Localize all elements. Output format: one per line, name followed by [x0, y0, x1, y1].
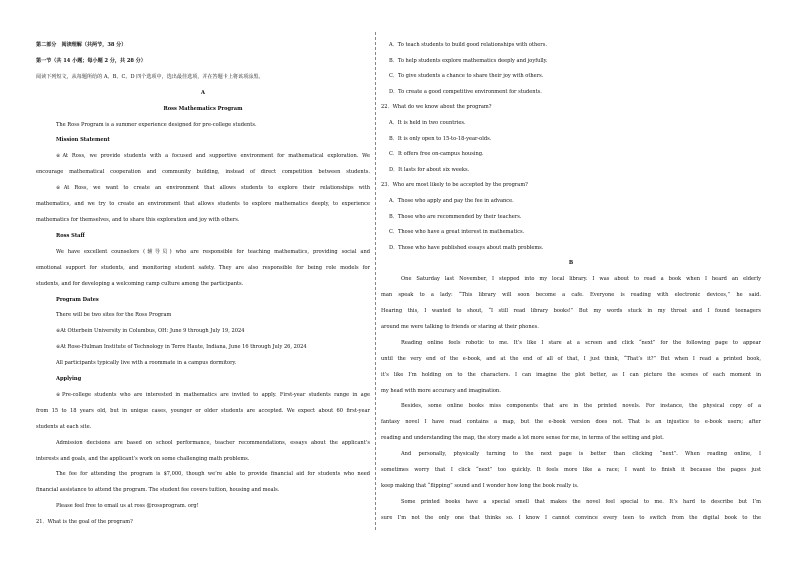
paragraph-line: ※At Ross, we provide students with a focused and supportive environment for mathematical exploration. We — [56, 153, 370, 160]
paragraph-line: And personally, physically turning to the next page is better than clicking “next”. When reading online, I — [401, 451, 761, 458]
paragraph-line: There will be two sites for the Ross Program — [56, 312, 172, 319]
paragraph-line: Some printed books have a special smell that makes the novel feel special to me. It’s hard to describe but I’m — [401, 498, 761, 505]
paragraph-line: financial assistance to attend the program. The student fee covers tuition, housing and meals. — [36, 487, 280, 494]
paragraph-line: Admission decisions are based on school performance, teacher recommendations, essays about the applicant’s — [56, 439, 370, 446]
paragraph-line: fantasy novel I have read contains a map, but the e-book version does not. That is an injustice to e-book users; after — [381, 419, 761, 426]
passage-intro: The Ross Program is a summer experience designed for pre-college students. — [56, 121, 257, 128]
part-header: 第二部分 阅读理解（共两节，38 分） — [36, 42, 127, 48]
instructions: 阅读下列短文，从每题所给的 A、B、C、D 四个选项中，选出最佳选项，并在答题卡上将该项涂黑。 — [36, 73, 264, 80]
paragraph-line: All participants typically live with a roommate in a campus dormitory. — [56, 360, 237, 367]
paragraph-line: Hearing this, I wanted to shout, “I still read library books!” But my words stuck in my throat and I found teenagers — [381, 308, 761, 315]
column-divider — [375, 32, 376, 530]
paragraph-line: ※Pre-college students who are interested in mathematics are invited to apply. First-year students range in age — [56, 391, 370, 398]
staff-heading: Ross Staff — [56, 232, 85, 239]
right-column — [381, 38, 761, 527]
option: C．Those who have a great interest in mathematics. — [389, 229, 525, 236]
option: B．Those who are recommended by their teachers. — [389, 213, 522, 220]
applying-heading: Applying — [56, 376, 82, 383]
paragraph-line: The fee for attending the program is $7,000, though we’re able to provide financial aid for students who need — [56, 471, 370, 478]
question-21: 21．What is the goal of the program? — [36, 519, 133, 526]
question-23: 23．Who are most likely to be accepted by the program? — [381, 182, 528, 189]
paragraph-line: Reading online feels robotic to me. It’s like I stare at a screen and click “next” for the following page to appear — [401, 339, 761, 346]
option: A．Those who apply and pay the fee in advance. — [389, 197, 514, 204]
passage-letter-b: B — [568, 260, 574, 267]
paragraph-line: ※At Rose-Hulman Institute of Technology in Terre Haute, Indiana, June 16 through July 26, 2024 — [56, 344, 307, 351]
paragraph-line: ※At Ross, we want to create an environment that allows students to explore their relationships with — [56, 185, 370, 192]
paragraph-line: We have excellent counselors (辅导员) who are responsible for teaching mathematics, providing social and — [56, 248, 370, 255]
paragraph-line: it’s like I’m holding on to the characters. I can imagine the plot better, as I can picture the scenes of each moment in — [381, 371, 761, 378]
option: C．To give students a chance to share their joy with others. — [389, 73, 544, 80]
paragraph-line: emotional support for students, and monitoring student safety. They are also responsible for being role models for — [36, 264, 370, 271]
paragraph-line: keep making that “flipping” sound and I wonder how long the book really is. — [381, 483, 579, 489]
paragraph-line: mathematics, and we try to create an environment that allows students to explore mathematics deeply, to experience — [36, 201, 370, 208]
section-header: 第一节（共 14 小题；每小题 2 分，共 28 分） — [36, 57, 146, 64]
option: D．Those who have published essays about math problems. — [389, 244, 544, 251]
paragraph-line: ※At Otterbein University in Columbus, OH: June 9 through July 19, 2024 — [56, 328, 245, 335]
paragraph-line: man speak to a lady: “This library will soon become a cafe. Everyone is reading with electronic devices,” he said. — [381, 292, 761, 299]
option: C．It offers free on-campus housing. — [389, 151, 484, 158]
paragraph-line: encourage mathematical cooperation and community building, instead of direct competition between students. — [36, 169, 370, 176]
paragraph-line: interests and goals, and the applicant’s work on some challenging math problems. — [36, 455, 250, 462]
mission-heading: Mission Statement — [56, 137, 110, 144]
paragraph-line: my head with more accuracy and imagination. — [381, 387, 501, 394]
paragraph-line: around me were talking to friends or staring at their phones. — [381, 323, 539, 330]
option: B．It is only open to 15-to-18-year-olds. — [389, 135, 492, 142]
email-line: Please feel free to email us at ross @rossprogram. org! — [56, 503, 199, 510]
paragraph-line: students, and for developing a welcoming camp culture among the participants. — [36, 280, 244, 287]
passage-title: Ross Mathematics Program — [163, 105, 243, 112]
question-22: 22．What do we know about the program? — [381, 104, 492, 111]
option: A．To teach students to build good relationships with others. — [389, 42, 547, 48]
paragraph-line: Besides, some online books miss components that are in the printed novels. For instance, the physical copy of a — [401, 403, 761, 410]
paragraph-line: students at each site. — [36, 423, 92, 430]
paragraph-line: mathematics for themselves, and to share this exploration and joy with others. — [36, 216, 240, 223]
paragraph-line: until the very end of the e-book, and at the end of all of that, I just think, “That’s it?” But when I read a printed book, — [381, 355, 761, 362]
option: D．It lasts for about six weeks. — [389, 166, 470, 173]
left-column — [36, 38, 370, 531]
paragraph-line: One Saturday last November, I stepped into my local library. I was about to read a book when I heard an elderly — [401, 276, 761, 283]
paragraph-line: from 15 to 18 years old, but in unique cases, younger or older students are accepted. We expect about 60 first-year — [36, 407, 370, 414]
paragraph-line: sure I’m not the only one that thinks so. I know I cannot convince every teen to switch from the digital book to the — [381, 514, 761, 521]
passage-letter-a: A — [201, 89, 205, 96]
dates-heading: Program Dates — [56, 296, 99, 303]
option: D．To create a good competitive environment for students. — [389, 88, 542, 95]
paragraph-line: reading and understanding the map, the story made a lot more sense for me, in terms of the setting and plot. — [381, 435, 664, 442]
option: B．To help students explore mathematics deeply and joyfully. — [389, 57, 548, 64]
option: A．It is held in two countries. — [389, 119, 466, 126]
paragraph-line: sometimes worry that I click “next” too quickly. It feels more like a race; I want to finish it because the pages just — [381, 467, 761, 474]
